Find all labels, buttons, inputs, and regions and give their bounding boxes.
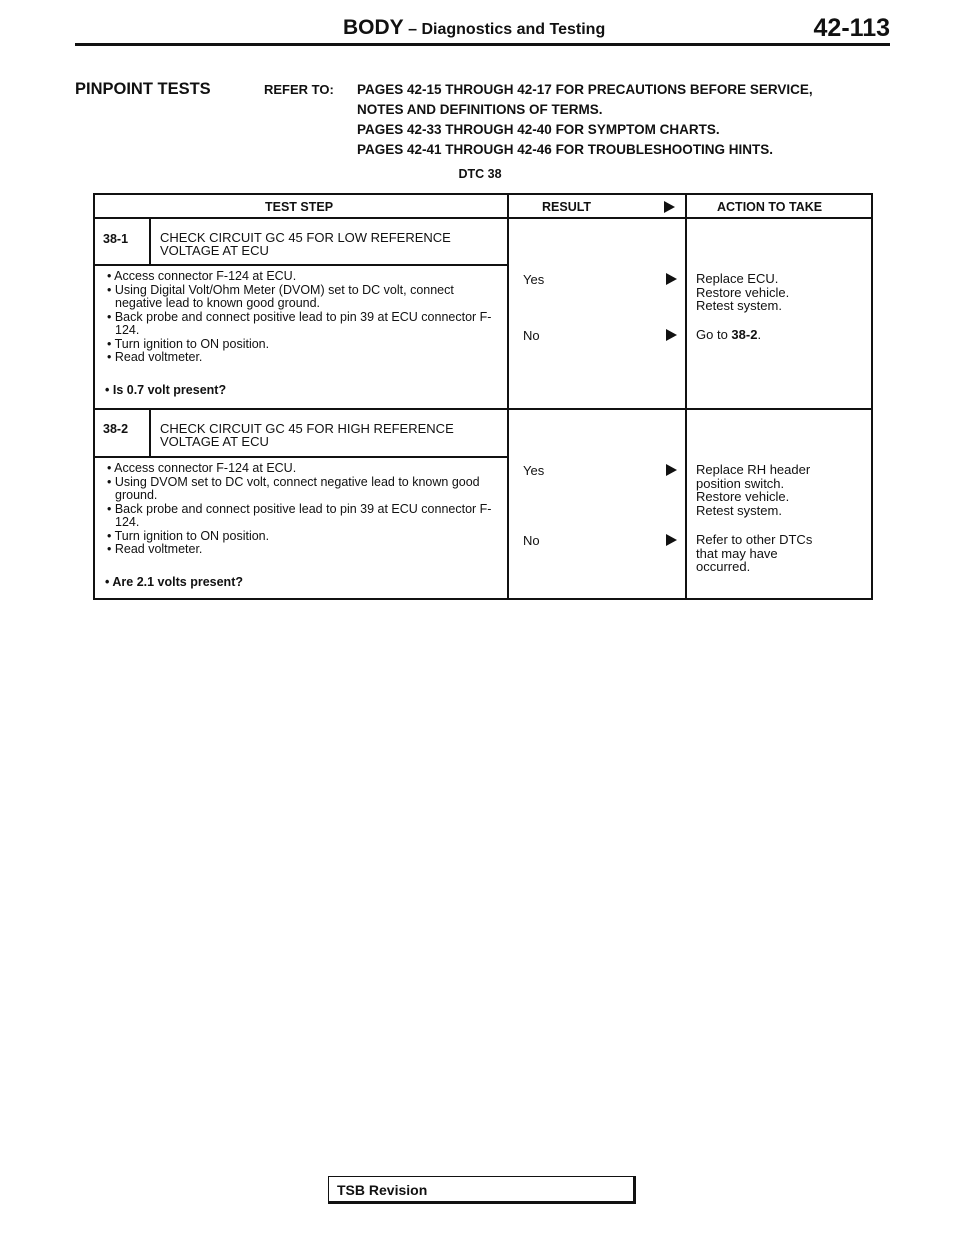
refer-line: PAGES 42-15 THROUGH 42-17 FOR PRECAUTIONS BEFORE SERVICE,	[357, 82, 813, 97]
result-value: Yes	[523, 272, 545, 287]
instruction-item: • Back probe and connect positive lead to pin 39 at ECU connector F-124.	[107, 501, 492, 529]
result-header: RESULT	[542, 200, 592, 214]
instruction-item: • Access connector F-124 at ECU.	[107, 269, 297, 283]
step-title-divider	[95, 264, 507, 266]
header-divider	[95, 217, 871, 219]
step-id-divider	[149, 408, 151, 456]
step-divider	[95, 408, 871, 410]
refer-to-list	[357, 80, 813, 160]
result-arrow-icon	[666, 273, 677, 285]
pinpoint-tests-heading: PINPOINT TESTS	[75, 80, 211, 98]
result-arrow-icon	[666, 534, 677, 546]
result-arrow-icon	[666, 329, 677, 341]
step-id: 38-1	[103, 232, 129, 246]
action-line: Refer to other DTCs	[696, 532, 813, 547]
step-id-divider	[149, 217, 151, 264]
step-title	[160, 422, 454, 448]
instruction-item: • Using Digital Volt/Ohm Meter (DVOM) set to DC volt, connect negative lead to known good ground.	[107, 282, 454, 310]
action-header: ACTION TO TAKE	[717, 200, 823, 214]
step-title-line: CHECK CIRCUIT GC 45 FOR LOW REFERENCE	[160, 230, 451, 245]
pinpoint-test-table	[93, 193, 873, 600]
step-title	[160, 231, 451, 257]
instruction-item: • Read voltmeter.	[107, 350, 203, 364]
section-title-sub: – Diagnostics and Testing	[408, 21, 606, 38]
action-text	[696, 328, 761, 342]
instruction-item: • Turn ignition to ON position.	[107, 336, 270, 351]
action-text	[696, 463, 810, 517]
header-arrow-icon	[664, 201, 675, 213]
action-line: Replace ECU.	[696, 271, 779, 286]
step-title-line: VOLTAGE AT ECU	[160, 434, 269, 449]
step-title-line: CHECK CIRCUIT GC 45 FOR HIGH REFERENCE	[160, 421, 454, 436]
instruction-item: • Turn ignition to ON position.	[107, 528, 270, 543]
test-step-header: TEST STEP	[265, 200, 334, 214]
action-line: position switch.	[696, 475, 785, 491]
tsb-revision-label: TSB Revision	[337, 1182, 428, 1198]
refer-to-label: REFER TO:	[264, 82, 334, 97]
step-id: 38-2	[103, 422, 129, 436]
dtc-title: DTC 38	[458, 167, 502, 181]
action-line: that may have	[696, 545, 778, 561]
result-arrow-icon	[666, 464, 677, 476]
step-instructions	[105, 270, 500, 365]
column-divider	[685, 195, 687, 598]
action-line: Restore vehicle.	[696, 489, 790, 504]
action-prefix: Go to	[696, 327, 732, 342]
section-title-main: BODY	[343, 16, 404, 39]
instruction-item: • Using DVOM set to DC volt, connect negative lead to known good ground.	[107, 474, 480, 502]
instruction-item: • Back probe and connect positive lead to pin 39 at ECU connector F-124.	[107, 309, 492, 337]
action-line: Retest system.	[696, 298, 782, 313]
page-number: 42-113	[813, 14, 890, 42]
result-value: Yes	[523, 463, 545, 478]
refer-line: NOTES AND DEFINITIONS OF TERMS.	[357, 102, 603, 117]
action-step-ref: 38-2	[731, 327, 758, 342]
step-instructions	[105, 462, 500, 557]
result-value: No	[523, 328, 540, 343]
step-title-line: VOLTAGE AT ECU	[160, 243, 269, 258]
result-value: No	[523, 533, 540, 548]
instruction-item: • Read voltmeter.	[107, 542, 203, 556]
refer-line: PAGES 42-41 THROUGH 42-46 FOR TROUBLESHOOTING HINTS.	[357, 142, 774, 157]
refer-line: PAGES 42-33 THROUGH 42-40 FOR SYMPTOM CHARTS.	[357, 122, 720, 137]
action-line: Restore vehicle.	[696, 284, 790, 300]
instruction-item: • Access connector F-124 at ECU.	[107, 461, 297, 475]
tsb-revision-box	[328, 1176, 636, 1204]
step-question: • Is 0.7 volt present?	[105, 383, 227, 397]
action-text	[696, 533, 812, 574]
column-divider	[507, 195, 509, 598]
action-line: Retest system.	[696, 502, 782, 518]
action-line: Replace RH header	[696, 462, 811, 477]
page-header	[75, 14, 890, 44]
step-title-divider	[95, 456, 507, 458]
step-question: • Are 2.1 volts present?	[105, 575, 243, 589]
header-rule	[75, 43, 890, 46]
action-line: occurred.	[696, 559, 751, 574]
section-title	[343, 16, 605, 40]
action-suffix: .	[757, 327, 762, 342]
action-text	[696, 272, 789, 313]
